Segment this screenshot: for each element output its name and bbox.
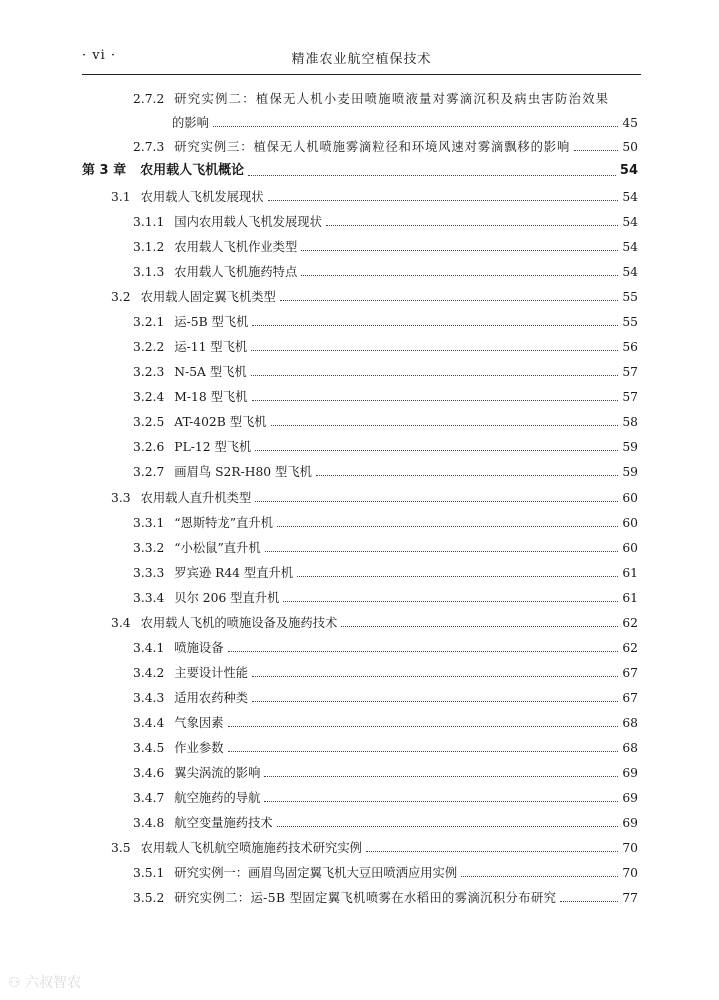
entry-title: 运-11 型飞机 xyxy=(174,339,248,354)
dot-leader xyxy=(301,250,618,251)
toc-entry[interactable] xyxy=(133,409,638,429)
dot-leader xyxy=(326,225,618,226)
entry-number: 3.1 xyxy=(111,189,131,204)
dot-leader xyxy=(265,551,619,552)
toc-entry-continuation[interactable] xyxy=(172,110,638,130)
toc-entry[interactable] xyxy=(133,234,638,254)
entry-page: 54 xyxy=(622,214,638,229)
dot-leader xyxy=(560,901,618,902)
entry-page: 62 xyxy=(622,640,638,655)
toc-entry[interactable] xyxy=(133,259,638,279)
dot-leader xyxy=(461,876,618,877)
entry-title: 运-5B 型飞机 xyxy=(174,314,249,329)
entry-title-cont: 的影响 xyxy=(172,115,209,130)
entry-title: 罗宾逊 R44 型直升机 xyxy=(174,565,294,580)
entry-title: 农用载人飞机航空喷施施药技术研究实例 xyxy=(140,840,362,855)
dot-leader xyxy=(341,626,618,627)
dot-leader xyxy=(283,601,618,602)
toc-entry[interactable] xyxy=(133,86,638,106)
entry-title: “恩斯特龙”直升机 xyxy=(174,515,273,530)
dot-leader xyxy=(297,576,618,577)
entry-page: 69 xyxy=(622,765,638,780)
entry-title: PL-12 型飞机 xyxy=(174,439,252,454)
watermark: ⚇ 六叔智农 xyxy=(8,975,82,991)
entry-page: 61 xyxy=(622,565,638,580)
entry-title: “小松鼠”直升机 xyxy=(174,540,261,555)
entry-number: 3.4.2 xyxy=(133,665,165,680)
chapter-number: 第 3 章 xyxy=(82,163,127,179)
toc-entry[interactable] xyxy=(133,434,638,454)
toc-entry[interactable] xyxy=(111,284,638,304)
entry-page: 50 xyxy=(622,139,638,154)
dot-leader xyxy=(228,751,619,752)
entry-page: 69 xyxy=(622,815,638,830)
running-title: 精准农业航空植保技术 xyxy=(291,52,432,67)
entry-title: 国内农用载人飞机发展现状 xyxy=(174,214,322,229)
entry-page: 54 xyxy=(622,189,638,204)
entry-number: 3.2.7 xyxy=(133,464,165,479)
entry-number: 3.4.8 xyxy=(133,815,165,830)
toc-entry[interactable] xyxy=(133,785,638,805)
entry-page: 58 xyxy=(622,414,638,429)
entry-number: 3.5.1 xyxy=(133,865,165,880)
entry-page: 45 xyxy=(622,115,638,130)
entry-title: 研究实例一：画眉鸟固定翼飞机大豆田喷洒应用实例 xyxy=(174,865,458,880)
entry-page: 54 xyxy=(619,163,638,179)
dot-leader xyxy=(280,300,619,301)
entry-number: 3.3.4 xyxy=(133,590,165,605)
entry-title: 画眉鸟 S2R-H80 型飞机 xyxy=(174,464,312,479)
entry-page: 68 xyxy=(622,715,638,730)
entry-page: 59 xyxy=(622,439,638,454)
entry-number: 3.5 xyxy=(111,840,131,855)
chapter-title: 农用载人飞机概论 xyxy=(140,163,245,179)
entry-page: 60 xyxy=(622,515,638,530)
entry-title: 翼尖涡流的影响 xyxy=(174,765,261,780)
toc-entry[interactable] xyxy=(133,134,638,154)
entry-title: N-5A 型飞机 xyxy=(174,364,247,379)
entry-page: 69 xyxy=(622,790,638,805)
page-header xyxy=(82,48,641,70)
entry-number: 3.4 xyxy=(111,615,131,630)
toc-entry[interactable] xyxy=(133,635,638,655)
entry-title: 研究实例二：运-5B 型固定翼飞机喷雾在水稻田的雾滴沉积分布研究 xyxy=(174,890,557,905)
entry-title: 喷施设备 xyxy=(174,640,224,655)
toc-entry[interactable] xyxy=(133,384,638,404)
entry-number: 3.2.2 xyxy=(133,339,165,354)
toc-entry[interactable] xyxy=(133,359,638,379)
entry-title: 航空施药的导航 xyxy=(174,790,261,805)
toc-entry[interactable] xyxy=(133,885,638,905)
entry-number: 2.7.3 xyxy=(133,139,165,154)
entry-page: 57 xyxy=(622,389,638,404)
toc-entry[interactable] xyxy=(111,610,638,630)
entry-number: 3.4.6 xyxy=(133,765,165,780)
entry-title: 作业参数 xyxy=(174,740,224,755)
toc-entry[interactable] xyxy=(133,560,638,580)
toc-entry[interactable] xyxy=(133,860,638,880)
entry-number: 3.2.3 xyxy=(133,364,165,379)
entry-number: 3.4.1 xyxy=(133,640,165,655)
dot-leader xyxy=(574,150,618,151)
dot-leader xyxy=(252,676,618,677)
dot-leader xyxy=(251,350,618,351)
toc-entry[interactable] xyxy=(133,459,638,479)
dot-leader xyxy=(252,325,618,326)
entry-number: 3.4.3 xyxy=(133,690,165,705)
toc-entry[interactable] xyxy=(133,585,638,605)
entry-number: 3.2.1 xyxy=(133,314,165,329)
toc-entry[interactable] xyxy=(111,184,638,204)
entry-number: 3.1.2 xyxy=(133,239,165,254)
toc-entry[interactable] xyxy=(133,735,638,755)
entry-title: 农用载人飞机施药特点 xyxy=(174,264,298,279)
dot-leader xyxy=(366,851,618,852)
entry-number: 3.3.2 xyxy=(133,540,165,555)
entry-number: 3.3.3 xyxy=(133,565,165,580)
entry-number: 2.7.2 xyxy=(133,91,165,106)
entry-page: 57 xyxy=(622,364,638,379)
entry-number: 3.2.6 xyxy=(133,439,165,454)
entry-number: 3.2 xyxy=(111,289,131,304)
entry-number: 3.5.2 xyxy=(133,890,165,905)
entry-page: 68 xyxy=(622,740,638,755)
entry-page: 67 xyxy=(622,665,638,680)
toc-entry[interactable] xyxy=(111,485,638,505)
dot-leader xyxy=(255,501,618,502)
dot-leader xyxy=(213,126,618,127)
dot-leader xyxy=(264,801,618,802)
entry-page: 56 xyxy=(622,339,638,354)
entry-page: 55 xyxy=(622,314,638,329)
entry-page: 60 xyxy=(622,490,638,505)
toc-entry[interactable] xyxy=(133,309,638,329)
entry-title: 农用载人直升机类型 xyxy=(140,490,252,505)
entry-number: 3.2.4 xyxy=(133,389,165,404)
entry-page: 61 xyxy=(622,590,638,605)
toc-entry[interactable] xyxy=(133,710,638,730)
dot-leader xyxy=(271,425,619,426)
entry-page: 59 xyxy=(622,464,638,479)
entry-number: 3.2.5 xyxy=(133,414,165,429)
dot-leader xyxy=(228,651,619,652)
entry-page: 70 xyxy=(622,840,638,855)
toc-entry[interactable] xyxy=(133,209,638,229)
entry-page: 55 xyxy=(622,289,638,304)
toc-entry[interactable] xyxy=(133,510,638,530)
entry-page: 67 xyxy=(622,690,638,705)
entry-page: 70 xyxy=(622,865,638,880)
entry-page: 54 xyxy=(622,239,638,254)
entry-title: 主要设计性能 xyxy=(174,665,249,680)
entry-title: 适用农药种类 xyxy=(174,690,249,705)
entry-number: 3.4.4 xyxy=(133,715,165,730)
toc-entry[interactable] xyxy=(133,334,638,354)
entry-title: 农用载人飞机发展现状 xyxy=(140,189,264,204)
dot-leader xyxy=(277,526,618,527)
dot-leader xyxy=(277,826,619,827)
header-rule xyxy=(82,74,641,75)
entry-title: 农用载人固定翼飞机类型 xyxy=(140,289,276,304)
toc-entry[interactable] xyxy=(133,760,638,780)
entry-number: 3.1.3 xyxy=(133,264,165,279)
entry-page: 62 xyxy=(622,615,638,630)
toc-entry[interactable] xyxy=(133,810,638,830)
entry-number: 3.3 xyxy=(111,490,131,505)
toc-entry[interactable] xyxy=(133,685,638,705)
entry-title: 气象因素 xyxy=(174,715,224,730)
entry-title: AT-402B 型飞机 xyxy=(174,414,267,429)
page-number: · vi · xyxy=(82,48,117,63)
entry-title: 贝尔 206 型直升机 xyxy=(174,590,280,605)
entry-page: 54 xyxy=(622,264,638,279)
toc-entry[interactable] xyxy=(133,660,638,680)
dot-leader xyxy=(252,701,618,702)
entry-page: 77 xyxy=(622,890,638,905)
dot-leader xyxy=(268,200,619,201)
entry-number: 3.3.1 xyxy=(133,515,165,530)
dot-leader xyxy=(301,275,618,276)
entry-number: 3.4.5 xyxy=(133,740,165,755)
entry-number: 3.1.1 xyxy=(133,214,165,229)
entry-title: 农用载人飞机作业类型 xyxy=(174,239,298,254)
toc-entry[interactable] xyxy=(111,835,638,855)
toc-chapter-entry[interactable] xyxy=(82,159,638,179)
entry-number: 3.4.7 xyxy=(133,790,165,805)
dot-leader xyxy=(228,726,619,727)
entry-title: 农用载人飞机的喷施设备及施药技术 xyxy=(140,615,338,630)
entry-page: 60 xyxy=(622,540,638,555)
dot-leader xyxy=(264,776,618,777)
toc-entry[interactable] xyxy=(133,535,638,555)
entry-title: 航空变量施药技术 xyxy=(174,815,273,830)
entry-title: 研究实例二：植保无人机小麦田喷施喷液量对雾滴沉积及病虫害防治效果 xyxy=(174,91,610,106)
dot-leader xyxy=(255,450,618,451)
dot-leader xyxy=(251,375,619,376)
dot-leader xyxy=(248,175,616,176)
entry-title: 研究实例三：植保无人机喷施雾滴粒径和环境风速对雾滴飘移的影响 xyxy=(174,139,571,154)
entry-title: M-18 型飞机 xyxy=(174,389,248,404)
dot-leader xyxy=(316,475,618,476)
dot-leader xyxy=(252,400,619,401)
